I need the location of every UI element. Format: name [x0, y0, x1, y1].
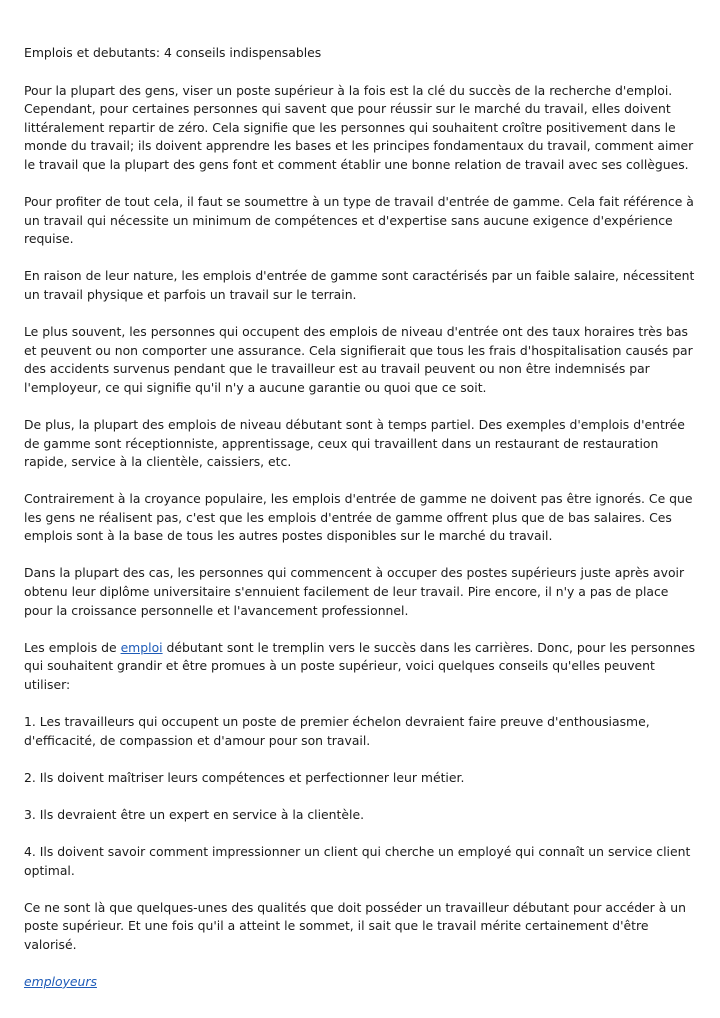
- paragraph-6: Contrairement à la croyance populaire, les emplois d'entrée de gamme ne doivent pas être ignorés. Ce que les gens ne réalisent pas, c'est que les emplois d'entrée de gamme offrent plus que de bas salaires. Ces emplois sont à la base de tous les autres postes disponibles sur le marché du travail.: [24, 491, 693, 544]
- document-title: Emplois et debutants: 4 conseils indispensables: [24, 45, 322, 60]
- emploi-link[interactable]: emploi: [120, 639, 163, 655]
- paragraph-3: En raison de leur nature, les emplois d'entrée de gamme sont caractérisés par un faible salaire, nécessitent un travail physique et parfois un travail sur le terrain.: [24, 268, 695, 302]
- paragraph-7: Dans la plupart des cas, les personnes qui commencent à occuper des postes supérieurs juste après avoir obtenu leur diplôme universitaire s'ennuient facilement de leur travail. Pire encore, il n'y a pas de place pour la croissance personnelle et l'avancement professionnel.: [24, 565, 685, 618]
- tip-1: 1. Les travailleurs qui occupent un poste de premier échelon devraient faire preuve d'enthousiasme, d'efficacité, de compassion et d'amour pour son travail.: [24, 714, 650, 748]
- employeurs-link[interactable]: employeurs: [24, 973, 97, 989]
- paragraph-with-link: [24, 639, 698, 695]
- paragraph-5: De plus, la plupart des emplois de niveau débutant sont à temps partiel. Des exemples d'emplois d'entrée de gamme sont réceptionniste, apprentissage, ceux qui travaillent dans un restaurant de restauration rapide, service à la clientèle, caissiers, etc.: [24, 416, 685, 470]
- link-paragraph-before: Les emplois de: [24, 639, 121, 655]
- footer-link-paragraph: [24, 973, 698, 992]
- tip-4: 4. Ils doivent savoir comment impressionner un client qui cherche un employé qui connaît un service client optimal.: [24, 843, 691, 878]
- conclusion-paragraph: Ce ne sont là que quelques-unes des qualités que doit posséder un travailleur débutant pour accéder à un poste supérieur. Et une fois qu'il a atteint le sommet, il sait que le travail mérite certainement d'être valorisé.: [24, 899, 686, 952]
- paragraph-2: Pour profiter de tout cela, il faut se soumettre à un type de travail d'entrée de gamme. Cela fait référence à un travail qui nécessite un minimum de compétences et d'expertise sans aucune exigence d'expérience requise.: [24, 194, 694, 247]
- paragraph-1: Pour la plupart des gens, viser un poste supérieur à la fois est la clé du succès de la recherche d'emploi. Cependant, pour certaines personnes qui savent que pour réussir sur le marché du travail, elles doivent littéralement repartir de zéro. Cela signifie que les personnes qui souhaitent croître positivement dans le monde du travail; ils doivent apprendre les bases et les principes fondamentaux du travail, comment aimer le travail que la plupart des gens font et comment établir une bonne relation de travail avec ses collègues.: [24, 82, 694, 172]
- link-paragraph-after: débutant sont le tremplin vers le succès dans les carrières. Donc, pour les personnes qui souhaitent grandir et être promues à un poste supérieur, voici quelques conseils qu'elles peuvent utiliser:: [24, 639, 696, 692]
- tip-3: 3. Ils devraient être un expert en service à la clientèle.: [24, 806, 365, 822]
- tip-2: 2. Ils doivent maîtriser leurs compétences et perfectionner leur métier.: [24, 769, 465, 785]
- paragraph-4: Le plus souvent, les personnes qui occupent des emplois de niveau d'entrée ont des taux horaires très bas et peuvent ou non comporter une assurance. Cela signifierait que tous les frais d'hospitalisation causés par des accidents survenus pendant que le travailleur est au travail peuvent ou non être indemnisés par l'employeur, ce qui signifie qu'il n'y a aucune garantie ou quoi que ce soit.: [24, 324, 693, 395]
